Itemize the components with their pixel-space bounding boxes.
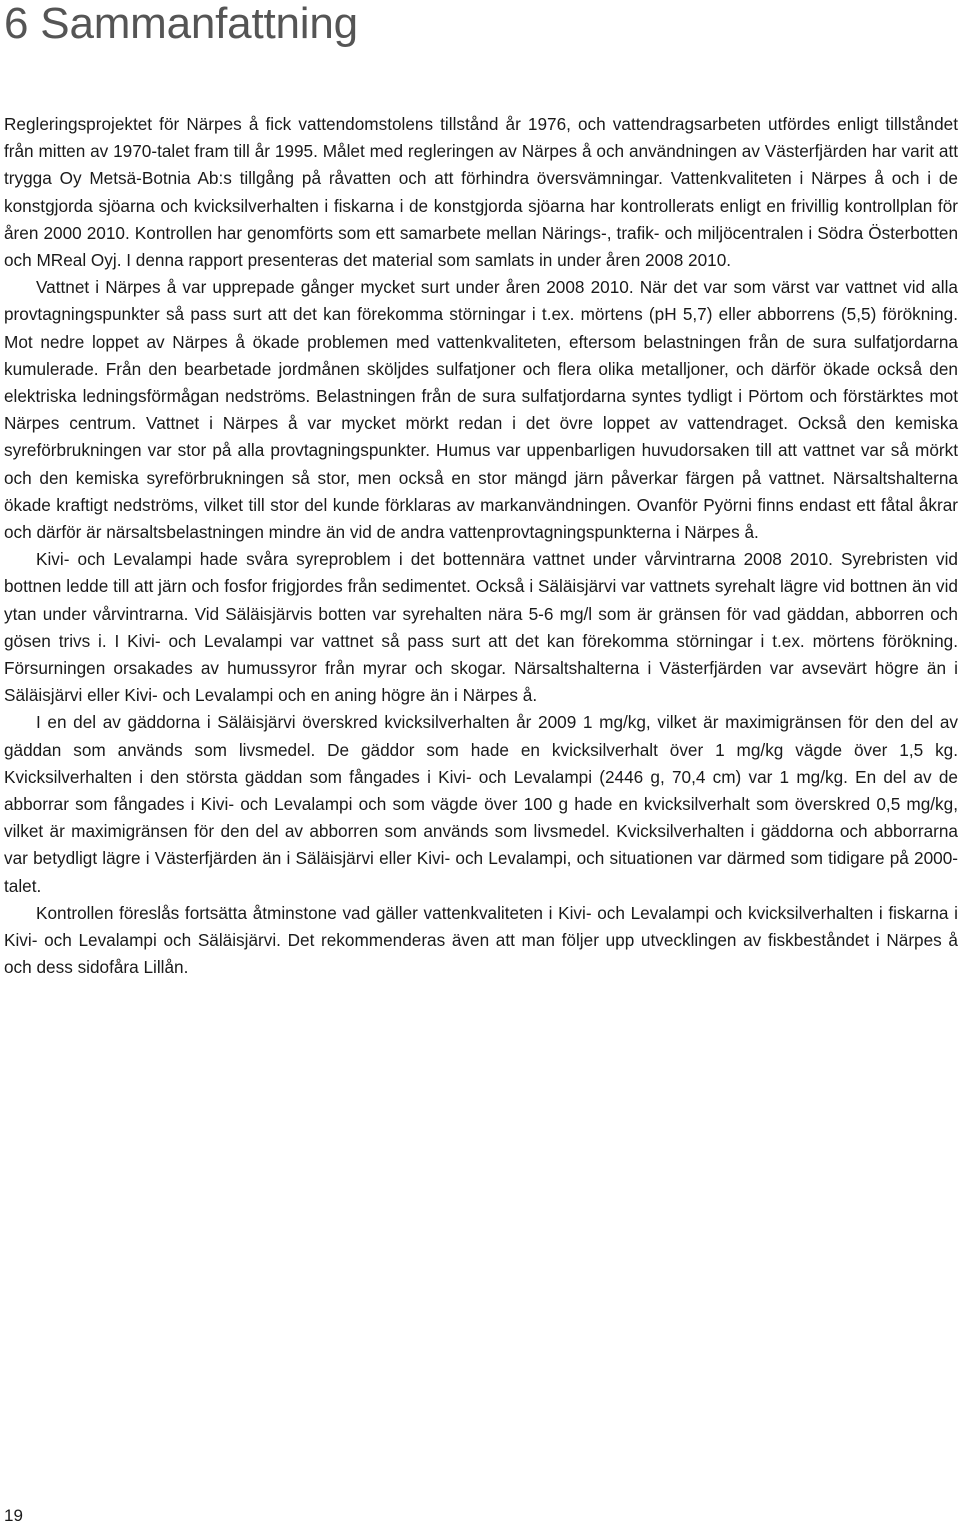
paragraph-mercury-fish: I en del av gäddorna i Säläisjärvi överskred kvicksilverhalten år 2009 1 mg/kg, vilket är maximigränsen för den del av gäddan som används som livsmedel. De gäddor som hade en kvicksilverhalt över 1 mg/kg vägde över 1,5 kg. Kvicksilverhalten i den största gäddan som fångades i Kivi- och Levalampi (2446 g, 70,4 cm) var 1 mg/kg. En del av de abborrar som fångades i Kivi- och Levalampi och som vägde över 100 g hade en kvicksilverhalt som överskred 0,5 mg/kg, vilket är maximigränsen för den del av abborren som används som livsmedel. Kvicksilverhalten i gäddorna och abborrarna var betydligt lägre i Västerfjärden än i Säläisjärvi eller Kivi- och Levalampi, och situationen var därmed som tidigare på 2000-talet. <box>4 712 958 896</box>
paragraph-narpes-water-quality: Vattnet i Närpes å var upprepade gånger mycket surt under åren 2008 2010. När det var som värst var vattnet vid alla provtagningspunkter så pass surt att det kan förekomma störningar i t.ex. mörtens (pH 5,7) eller abborrens (5,5) förökning. Mot nedre loppet av Närpes å ökade problemen med vattenkvaliteten, eftersom belastningen från de sura sulfatjordarna kumulerade. Från den bearbetade jordmånen sköljdes sulfatjoner och flera olika metalljoner, och därför ökade också den elektriska ledningsförmågan nedströms. Belastningen från de sura sulfatjordarna syntes tydligt i Pörtom och förstärktes mot Närpes centrum. Vattnet i Närpes å var mycket mörkt redan i det övre loppet av vattendraget. Också den kemiska syreförbrukningen var stor på alla provtagningspunkter. Humus var uppenbarligen huvudorsaken till att vattnet var så mörkt och den kemiska syreförbrukningen så stor, men också en stor mängd järn påverkar färgen på vattnet. Närsaltshalterna ökade kraftigt nedströms, vilket till stor del kunde förklaras av markanvändningen. Ovanför Pyörni finns endast ett fåtal åkrar och därför är närsaltsbelastningen mindre än vid de andra vattenprovtagningspunkterna i Närpes å. <box>4 277 958 543</box>
page-number: 19 <box>4 1506 23 1525</box>
summary-body <box>4 111 958 982</box>
paragraph-lakes-oxygen: Kivi- och Levalampi hade svåra syreproblem i det bottennära vattnet under vårvintrarna 2008 2010. Syrebristen vid bottnen ledde till att järn och fosfor frigjordes från sedimentet. Också i Säläisjärvi var vattnets syrehalt lägre vid bottnen än vid ytan under vårvintrarna. Vid Säläisjärvis botten var syrehalten nära 5-6 mg/l som är gränsen för vad gäddan, abborren och gösen trivs i. I Kivi- och Levalampi var vattnet så pass surt att det kan förekomma störningar i t.ex. mörtens förökning. Försurningen orsakades av humussyror från myrar och skogar. Närsaltshalterna i Västerfjärden var avsevärt högre än i Säläisjärvi eller Kivi- och Levalampi och en aning högre än i Närpes å. <box>4 549 958 706</box>
page-title: 6 Sammanfattning <box>4 0 358 48</box>
paragraph-intro: Regleringsprojektet för Närpes å fick vattendomstolens tillstånd år 1976, och vattendragsarbeten utfördes enligt tillståndet från mitten av 1970-talet fram till år 1995. Målet med regleringen av Närpes å och användningen av Västerfjärden har varit att trygga Oy Metsä-Botnia Ab:s tillgång på råvatten och att förhindra översvämningar. Vattenkvaliteten i Närpes å och i de konstgjorda sjöarna och kvicksilverhalten i fiskarna i de konstgjorda sjöarna har kontrollerats enligt en frivillig kontrollplan för åren 2000 2010. Kontrollen har genomförts som ett samarbete mellan Närings-, trafik- och miljöcentralen i Södra Österbotten och MReal Oyj. I denna rapport presenteras det material som samlats in under åren 2008 2010. <box>4 114 958 271</box>
paragraph-recommendations: Kontrollen föreslås fortsätta åtminstone vad gäller vattenkvaliteten i Kivi- och Levalampi och kvicksilverhalten i fiskarna i Kivi- och Levalampi och Säläisjärvi. Det rekommenderas även att man följer upp utvecklingen av fiskbeståndet i Närpes å och dess sidofåra Lillån. <box>4 902 958 978</box>
